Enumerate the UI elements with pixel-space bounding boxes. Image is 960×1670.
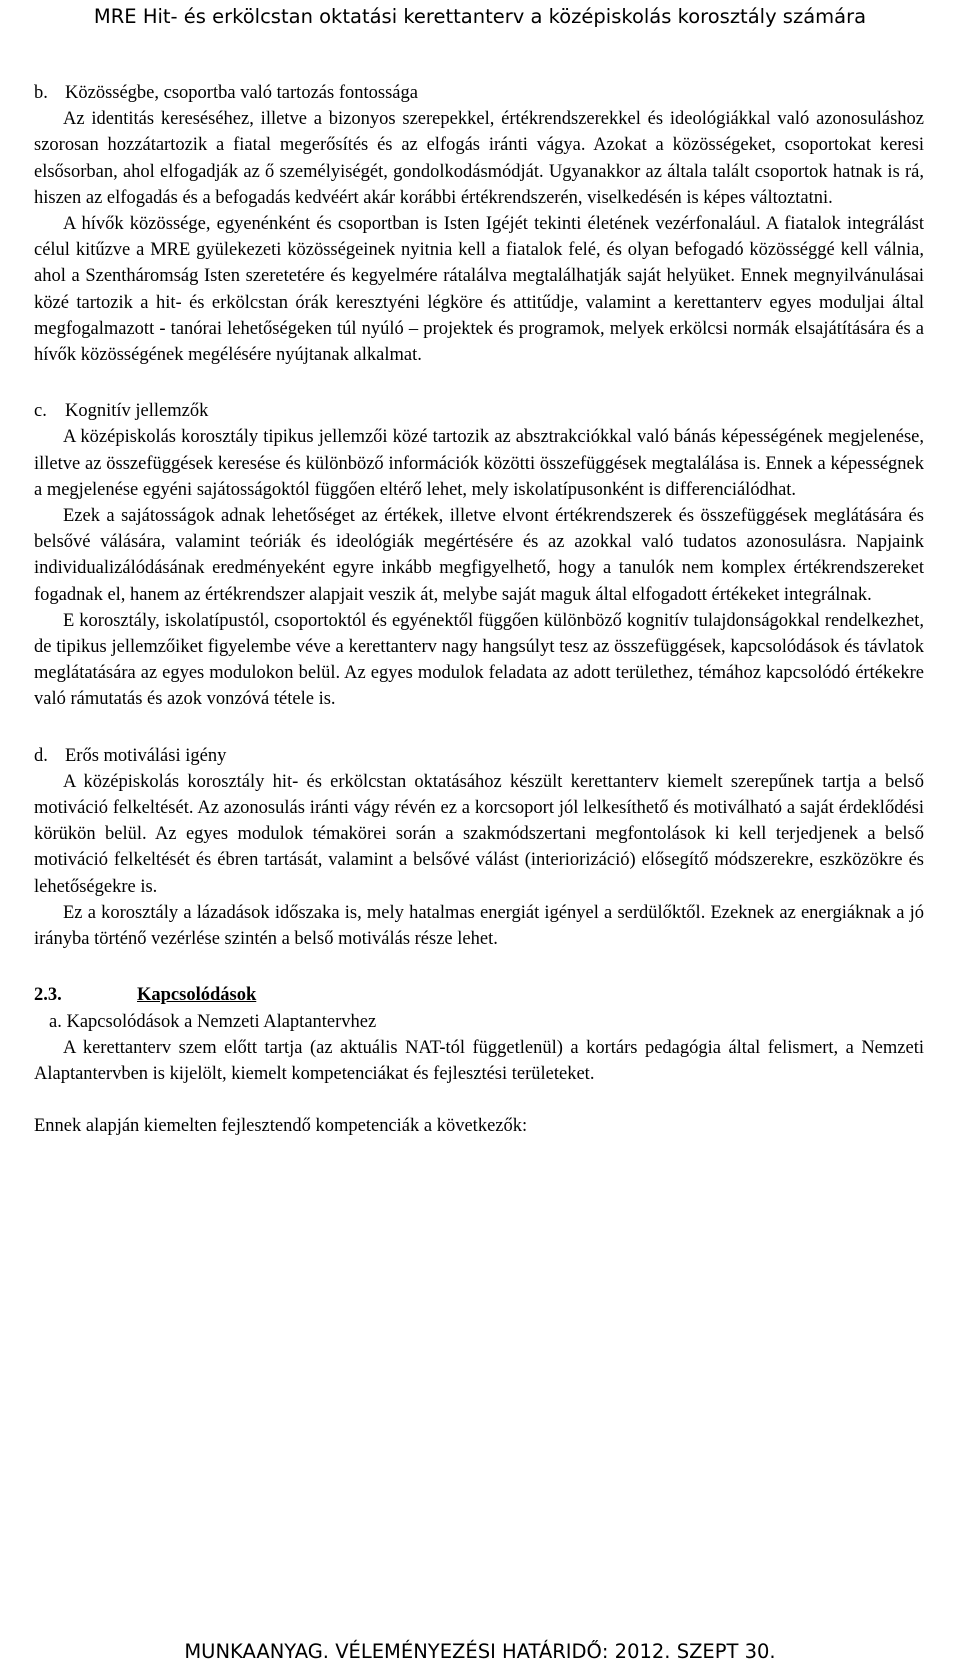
section-b-heading xyxy=(34,80,924,106)
section-2-3-title: Kapcsolódások xyxy=(137,985,257,1006)
section-2-3-number: 2.3. xyxy=(34,985,62,1006)
section-b-paragraph-1: Az identitás kereséséhez, illetve a bizonyos szerepekkel, értékrendszerekkel és ideológiákkal való azonosuláshoz szorosan hozzátartozik a fiatal megerősítés és az elfogás iránti vágya. Azokat a közösségeket, csoportokat keresi elsősorban, ahol elfogadják az ő személyiségét, gondolkodásmódját. Ugyanakkor az általa talált csoportok hatnak is rá, hiszen az elfogadás és a befogadás kedvéért akár korábbi értékrendszerén, viselkedésén is képes változtatni. xyxy=(34,109,924,208)
page-header: MRE Hit- és erkölcstan oktatási kerettanterv a középiskolás korosztály számára xyxy=(93,5,867,28)
section-d-title: Erős motiválási igény xyxy=(65,745,227,766)
section-c-paragraph-3: E korosztály, iskolatípustól, csoportoktól és egyénektől függően különböző kognitív tulajdonságokkal rendelkezhet, de tipikus jellemzőiket figyelembe véve a kerettanterv nagy hangsúlyt tesz az összefüggések, kapcsolódások és távlatok meglátatására az egyes modulokon belül. Az egyes modulok feladata az adott területhez, témához kapcsolódó értékekre való rámutatás és azok vonzóvá tétele is. xyxy=(34,610,924,710)
page-footer: MUNKAANYAG. VÉLEMÉNYEZÉSI HATÁRIDŐ: 2012. SZEPT 30. xyxy=(184,1640,776,1663)
subsection-a-paragraph-1: A kerettanterv szem előtt tartja (az aktuális NAT-tól függetlenül) a kortárs pedagógia által felismert, a Nemzeti Alaptantervben is kijelölt, kiemelt kompetenciákat és fejlesztési területeket. xyxy=(34,1037,924,1084)
section-c-paragraph-1: A középiskolás korosztály tipikus jellemzői közé tartozik az absztrakciókkal való bánás képességének megjelenése, illetve az összefüggések keresése és különböző információk közötti összefüggések megtalálása is. Ennek a képességnek a megjelenése egyéni sajátosságoktól függően eltérő lehet, mely iskolatípusonként is differenciálódhat. xyxy=(34,427,924,500)
section-b-title: Közösségbe, csoportba való tartozás fontossága xyxy=(65,83,418,103)
subsection-a-heading: a. Kapcsolódások a Nemzeti Alaptantervhez xyxy=(49,1011,377,1032)
section-d-number: d. xyxy=(34,745,48,766)
section-b-paragraph-2: A hívők közössége, egyenénként és csoportban is Isten Igéjét tekinti életének vezérfonalául. A fiatalok integrálást célul kitűzve a MRE gyülekezeti közösségeinek nyitnia kell a fiatalok felé, és olyan befogadó közösséggé kell válnia, ahol a Szentháromság Isten szeretetére és kegyelmére rátalálva megtalálhatják saját helyüket. Ennek megnyilvánulásai közé tartozik a hit- és erkölcstan órák keresztyéni légköre és attitűdje, valamint a kerettanterv egyes moduljai által megfogalmazott - tanórai lehetőségeken túl nyúló – projektek és programok, melyek erkölcsi normák elsajátítására és a hívők közösségének megélésére nyújtanak alkalmat. xyxy=(34,214,924,366)
section-2-3-heading xyxy=(34,982,924,1008)
section-c-paragraph-2: Ezek a sajátosságok adnak lehetőséget az értékek, illetve elvont értékrendszerek és összefüggések meglátására és belsővé válására, valamint teóriák és ideológiák megértésére és az azokkal való tudatos azonosulásra. Napjaink individualizálódásának eredményeként egyre inkább megfigyelhető, hogy a tanulók nem komplex értékrendszereket fogadnak el, hanem az értékrendszer alapjait veszik át, melybe saját maguk által elfogadott értékeket integrálnak. xyxy=(34,506,924,605)
subsection-a-paragraph-2: Ennek alapján kiemelten fejlesztendő kompetenciák a következők: xyxy=(34,1116,528,1137)
section-c-number: c. xyxy=(34,401,47,422)
section-b-number: b. xyxy=(34,83,48,103)
section-d-heading xyxy=(34,743,924,769)
section-d-paragraph-2: Ez a korosztály a lázadások időszaka is, mely hatalmas energiát igényel a serdülőktől. Ezeknek az energiáknak a jó irányba történő vezérlése szintén a belső motiválás része lehet. xyxy=(34,902,924,950)
document-body xyxy=(34,80,924,1139)
section-c-heading xyxy=(34,398,924,424)
section-c-title: Kognitív jellemzők xyxy=(65,401,209,422)
section-d-paragraph-1: A középiskolás korosztály hit- és erkölcstan oktatásához készült kerettanterv kiemelt szerepűnek tartja a belső motiváció felkeltését. Az azonosulás iránti vágy révén ez a korcsoport jól lelkesíthető és motiválható a saját érdeklődési körükön belül. Az egyes modulok témakörei során a szakmódszertani megfontolások ki kell terjedjenek a belső motiváció felkeltését és ébren tartását, valamint a belsővé válást (interiorizáció) elősegítő módszerekre, eszközökre és lehetőségekre is. xyxy=(34,771,924,897)
